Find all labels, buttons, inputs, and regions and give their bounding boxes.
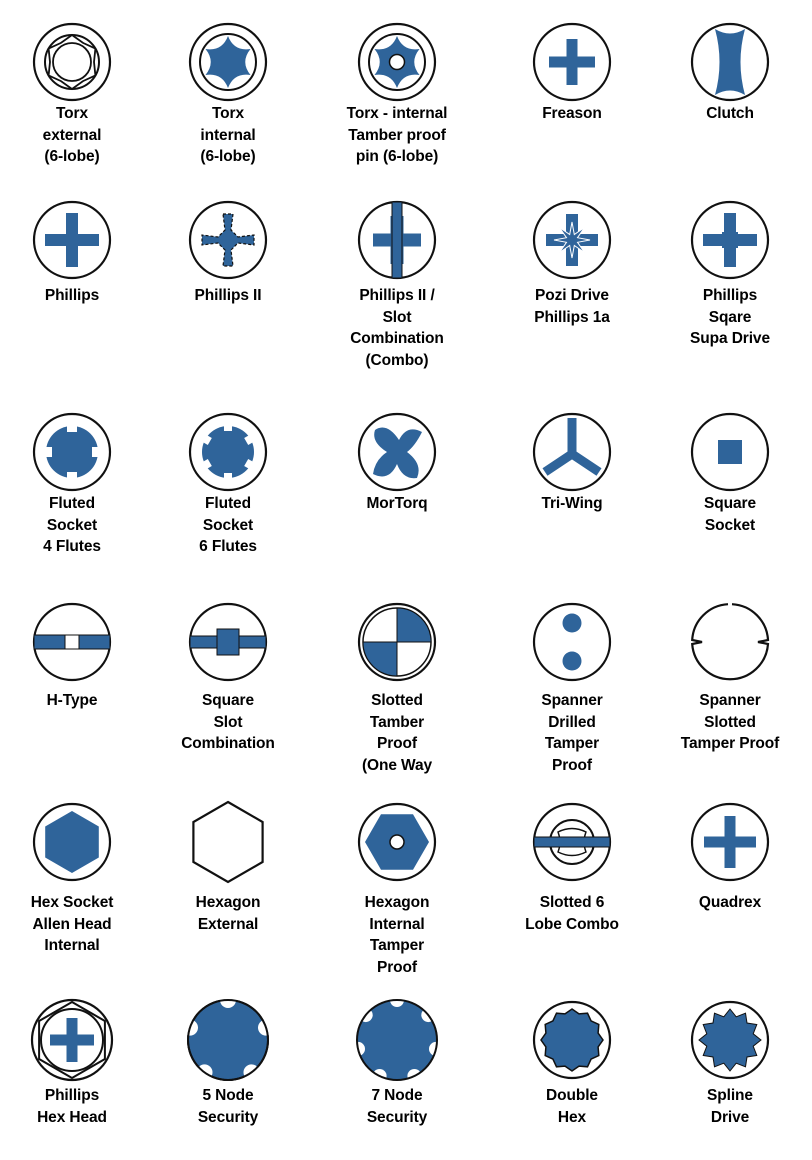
- hexagon-external-icon: [178, 792, 278, 892]
- drive-type-label-line: Hexagon: [195, 894, 261, 911]
- drive-type-label: [153, 103, 303, 168]
- drive-type-label-line: Torx: [55, 105, 89, 122]
- drive-type-label-line: Proof: [377, 958, 417, 976]
- fluted-socket-4-icon: [22, 402, 122, 502]
- drive-type-label: [153, 493, 303, 558]
- drive-type-label: [0, 493, 147, 558]
- drive-type-label-line: Quadrex: [698, 894, 762, 911]
- drive-type-label: [497, 1085, 647, 1128]
- drive-type-label: [0, 892, 147, 957]
- 5-node-security-icon: [178, 990, 278, 1090]
- drive-type-label-line: Internal: [369, 915, 425, 933]
- drive-type-label-line: Hex Head: [37, 1108, 107, 1126]
- drive-type-label-line: Allen Head: [32, 915, 112, 933]
- double-hex-icon: [522, 990, 622, 1090]
- drive-type-label-line: Hexagon: [364, 894, 430, 911]
- drive-type-label: [322, 493, 472, 515]
- drive-type-label-line: Socket: [704, 516, 756, 534]
- drive-type-label-line: Security: [197, 1108, 259, 1126]
- drive-type-label-line: Hex: [557, 1108, 587, 1126]
- drive-type-label-line: Tamper Proof: [680, 735, 780, 752]
- drive-type-label-line: Sqare: [708, 308, 752, 326]
- drive-type-label: [322, 103, 472, 168]
- drive-type-label-line: Tamber: [369, 713, 425, 731]
- drive-type-label-line: Proof: [377, 735, 417, 752]
- drive-type-label-line: Slotted: [371, 692, 423, 709]
- tri-wing-icon: [522, 402, 622, 502]
- torx-external-icon: [22, 12, 122, 112]
- drive-type-label-line: 7 Node: [371, 1087, 423, 1104]
- drive-type-label-line: Square: [704, 495, 756, 512]
- drive-type-label-line: Socket: [46, 516, 98, 534]
- drive-type-label-line: Phillips: [44, 1087, 100, 1104]
- drive-type-label: [655, 493, 805, 536]
- drive-type-label-line: Phillips: [702, 287, 758, 304]
- drive-type-label-line: (Combo): [365, 351, 429, 369]
- drive-type-label-line: Tamper: [544, 735, 600, 752]
- mortorq-icon: [347, 402, 447, 502]
- drive-type-label-line: Proof: [552, 756, 592, 774]
- drive-type-label-line: external: [42, 126, 102, 144]
- clutch-icon: [680, 12, 780, 112]
- phillips-ii-icon: [178, 190, 278, 290]
- h-type-icon: [22, 592, 122, 692]
- drive-type-label: [153, 1085, 303, 1128]
- drive-type-label-line: Torx: [211, 105, 245, 122]
- drive-type-label-line: Slot: [382, 308, 412, 326]
- drive-type-label: [497, 103, 647, 125]
- drive-type-label-line: Drilled: [548, 713, 596, 731]
- drive-type-label-line: Tamper: [369, 937, 425, 954]
- drive-type-label: [153, 892, 303, 935]
- square-slot-combo-icon: [178, 592, 278, 692]
- drive-type-label: [322, 690, 472, 776]
- drive-type-label-line: Torx - internal: [346, 105, 448, 122]
- torx-tamper-icon: [347, 12, 447, 112]
- drive-type-label: [0, 103, 147, 168]
- drive-type-label-line: Phillips II /: [359, 287, 435, 304]
- drive-type-label-line: Hex Socket: [30, 894, 114, 911]
- drive-type-label: [655, 285, 805, 350]
- drive-type-label-line: External: [197, 915, 259, 933]
- drive-type-label-line: pin (6-lobe): [355, 148, 439, 165]
- drive-type-label-line: Spanner: [541, 692, 603, 709]
- slotted-6-lobe-icon: [522, 792, 622, 892]
- drive-type-label-line: 5 Node: [202, 1087, 254, 1104]
- drive-type-label-line: Fluted: [205, 495, 251, 512]
- hex-socket-icon: [22, 792, 122, 892]
- drive-type-label-line: Clutch: [706, 105, 754, 122]
- drive-type-label-line: Phillips: [44, 287, 100, 304]
- drive-type-label: [655, 103, 805, 125]
- slotted-one-way-icon: [347, 592, 447, 692]
- drive-type-label: [153, 690, 303, 755]
- frearson-icon: [522, 12, 622, 112]
- torx-internal-icon: [178, 12, 278, 112]
- drive-type-label-line: Double: [546, 1087, 598, 1104]
- drive-type-label-line: Tamber proof: [348, 126, 446, 144]
- drive-type-label: [322, 285, 472, 371]
- drive-type-label-line: H-Type: [46, 692, 98, 709]
- drive-type-label-line: Combination: [181, 735, 275, 752]
- phillips-icon: [22, 190, 122, 290]
- drive-type-label-line: Slotted 6: [539, 894, 605, 911]
- drive-type-label: [0, 690, 147, 712]
- quadrex-icon: [680, 792, 780, 892]
- phillips-hex-head-icon: [22, 990, 122, 1090]
- drive-type-label-line: Internal: [44, 937, 100, 954]
- spanner-drilled-icon: [522, 592, 622, 692]
- drive-type-label-line: Slotted: [704, 713, 756, 731]
- drive-type-label-line: Tri-Wing: [541, 495, 603, 512]
- drive-type-label-line: Phillips 1a: [534, 308, 610, 326]
- drive-type-label-line: Lobe Combo: [525, 915, 619, 933]
- drive-type-label: [322, 892, 472, 978]
- drive-type-label-line: (6-lobe): [200, 148, 256, 165]
- drive-type-label: [153, 285, 303, 307]
- drive-type-label-line: MorTorq: [366, 495, 428, 512]
- drive-type-label: [322, 1085, 472, 1128]
- drive-type-label-line: Drive: [710, 1108, 750, 1126]
- hexagon-tamper-icon: [347, 792, 447, 892]
- drive-type-label: [655, 1085, 805, 1128]
- drive-type-label-line: Square: [202, 692, 254, 709]
- drive-type-label-line: Phillips II: [194, 287, 262, 304]
- spline-drive-icon: [680, 990, 780, 1090]
- drive-type-label-line: (One Way: [361, 756, 433, 774]
- pozi-drive-icon: [522, 190, 622, 290]
- drive-type-label: [497, 493, 647, 515]
- drive-type-label: [655, 690, 805, 755]
- drive-type-label-line: 4 Flutes: [43, 538, 101, 555]
- drive-type-label-line: Slot: [213, 713, 243, 731]
- drive-type-label: [497, 285, 647, 328]
- phillips-slot-combo-icon: [347, 190, 447, 290]
- drive-type-label-line: Fluted: [49, 495, 95, 512]
- 7-node-security-icon: [347, 990, 447, 1090]
- drive-type-label: [497, 892, 647, 935]
- drive-type-label-line: internal: [200, 126, 256, 144]
- drive-type-label-line: (6-lobe): [44, 148, 100, 165]
- drive-type-label-line: Socket: [202, 516, 254, 534]
- drive-type-label: [655, 892, 805, 914]
- drive-type-label-line: Spanner: [699, 692, 761, 709]
- square-socket-icon: [680, 402, 780, 502]
- drive-type-label-line: Combination: [350, 330, 444, 347]
- drive-type-label: [0, 1085, 147, 1128]
- fluted-socket-6-icon: [178, 402, 278, 502]
- drive-type-label-line: Supa Drive: [690, 330, 770, 347]
- drive-type-label-line: Freason: [542, 105, 602, 122]
- drive-type-label-line: Spline: [707, 1087, 753, 1104]
- drive-type-label: [0, 285, 147, 307]
- drive-type-label-line: Security: [366, 1108, 428, 1126]
- drive-type-label: [497, 690, 647, 776]
- drive-type-label-line: Pozi Drive: [535, 287, 609, 304]
- spanner-slotted-icon: [680, 592, 780, 692]
- drive-type-label-line: 6 Flutes: [199, 538, 257, 555]
- phillips-square-icon: [680, 190, 780, 290]
